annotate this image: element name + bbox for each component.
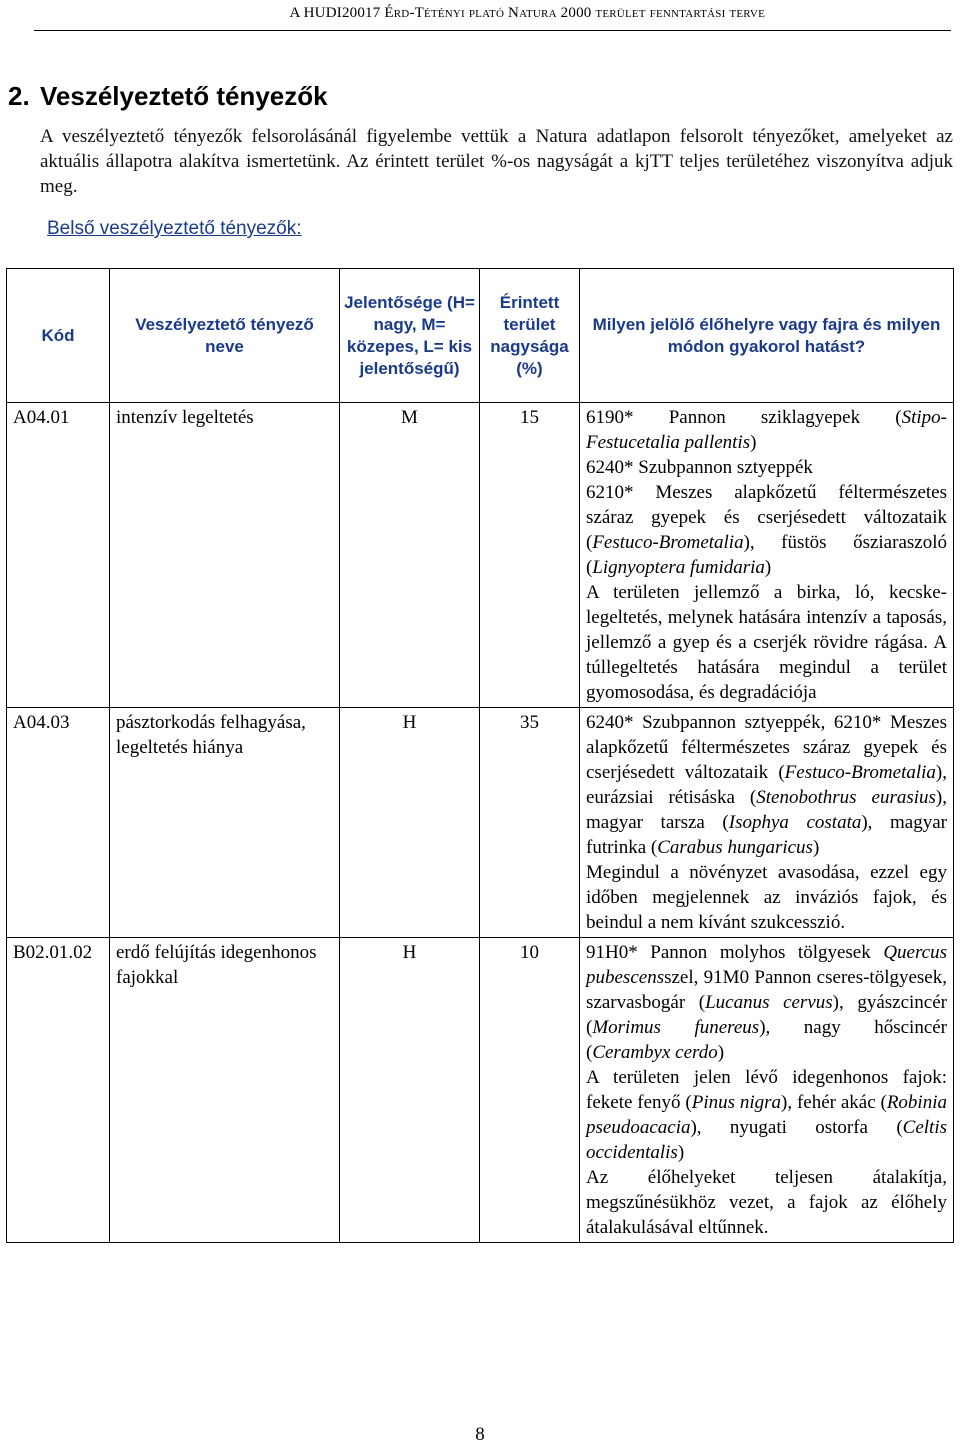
section-number: 2. — [8, 81, 30, 111]
species-name: Lucanus cervus — [705, 992, 833, 1013]
cell-area: 10 — [480, 938, 580, 1243]
species-name: Festuco-Brometalia — [784, 762, 936, 783]
cell-code: A04.03 — [7, 708, 110, 938]
effect-paragraph — [586, 405, 947, 455]
species-name: Celtis occidentalis — [586, 1117, 947, 1163]
effect-text: 6190* Pannon sziklagyepek ( — [586, 407, 902, 428]
cell-significance: H — [340, 708, 480, 938]
effect-paragraph — [586, 1165, 947, 1240]
section-title — [8, 80, 328, 112]
header-significance: Jelentősége (H= nagy, M= közepes, L= kis jelentőségű) — [340, 269, 480, 403]
intro-paragraph: A veszélyeztető tényezők felsorolásánál figyelembe vettük a Natura adatlapon felsorolt tényezőket, amelyeket az aktuális állapotra alakítva ismertetünk. Az érintett terület %-os nagyságát a kjTT teljes területéhez viszonyítva adjuk meg. — [40, 126, 953, 197]
header-rule — [34, 30, 951, 31]
header-effect: Milyen jelölő élőhelyre vagy fajra és milyen módon gyakorol hatást? — [580, 269, 954, 403]
effect-text: szel, 91M0 Pannon cseres-tölgyesek, szarvasbogár ( — [586, 967, 947, 1013]
species-name: Robinia pseudoacacia — [586, 1092, 947, 1138]
effect-paragraph — [586, 1065, 947, 1165]
header-name: Veszélyeztető tényező neve — [110, 269, 340, 403]
effect-text: ) — [717, 1042, 725, 1063]
species-name: Isophya costata — [728, 812, 862, 833]
effect-text: A területen jellemző a birka, ló, kecske-legeltetés, melynek hatására intenzív a taposás, jellemző a gyep és a cserjék rövidre rágása. A túllegeltetés hatására megindul a terület gyomosodása, és degradációja — [586, 582, 947, 703]
effect-paragraph — [586, 580, 947, 705]
effect-paragraph — [586, 480, 947, 580]
effect-text: ) — [750, 432, 757, 453]
cell-code: A04.01 — [7, 403, 110, 708]
effect-text: ) — [764, 557, 772, 578]
effect-text: ), fehér akác ( — [781, 1092, 887, 1113]
effect-text: 6240* Szubpannon sztyeppék, 6210* Meszes alapkőzetű féltermészetes száraz gyepek és cserjésedett változataik ( — [586, 712, 947, 783]
cell-significance: M — [340, 403, 480, 708]
page-number: 8 — [475, 1424, 485, 1445]
effect-text: Az élőhelyeket teljesen átalakítja, megszűnésükhöz vezet, a fajok az élőhely átalakulásával eltűnnek. — [586, 1167, 947, 1238]
effect-text: ), gyászcincér ( — [586, 992, 947, 1038]
species-name: Stipo-Festucetalia pallentis — [586, 407, 947, 453]
effect-text: ) — [677, 1142, 685, 1163]
species-name: Morimus funereus — [592, 1017, 760, 1038]
subheading: Belső veszélyeztető tényezők: — [47, 218, 302, 239]
effect-text: Megindul a növényzet avasodása, ezzel egy időben megjelennek az inváziós fajok, és beindul a nem kívánt szukcesszió. — [586, 862, 947, 933]
effect-text: 91H0* Pannon molyhos tölgyesek — [586, 942, 884, 963]
effect-text: ), füstös ősziaraszoló ( — [586, 532, 947, 578]
effect-text: ), nyugati ostorfa ( — [690, 1117, 903, 1138]
effect-text: 6210* Meszes alapkőzetű féltermészetes száraz gyepek és cserjésedett változataik ( — [586, 482, 947, 553]
species-name: Festuco-Brometalia — [592, 532, 744, 553]
species-name: Quercus pubescens — [586, 942, 947, 988]
cell-name: pásztorkodás felhagyása, legeltetés hiánya — [110, 708, 340, 938]
cell-name: erdő felújítás idegenhonos fajokkal — [110, 938, 340, 1243]
section-title-text: Veszélyeztető tényezők — [40, 81, 328, 111]
table-row — [7, 708, 954, 938]
effect-text: ), nagy hőscincér ( — [586, 1017, 948, 1063]
species-name: Lignyoptera fumidaria — [592, 557, 765, 578]
species-name: Stenobothrus eurasius — [756, 787, 936, 808]
threats-table — [6, 268, 954, 1243]
species-name: Cerambyx cerdo — [592, 1042, 718, 1063]
effect-text: ), magyar futrinka ( — [586, 812, 947, 858]
species-name: Pinus nigra — [691, 1092, 782, 1113]
effect-text: A területen jelen lévő idegenhonos fajok: fekete fenyő ( — [586, 1067, 947, 1113]
cell-name: intenzív legeltetés — [110, 403, 340, 708]
effect-paragraph — [586, 860, 947, 935]
running-header — [0, 5, 765, 22]
table-header-row — [7, 269, 954, 403]
cell-area: 35 — [480, 708, 580, 938]
effect-paragraph — [586, 710, 947, 860]
effect-text: 6240* Szubpannon sztyeppék — [586, 457, 813, 478]
header-code: Kód — [7, 269, 110, 403]
species-name: Carabus hungaricus — [657, 837, 813, 858]
cell-effect — [580, 938, 954, 1243]
cell-effect — [580, 708, 954, 938]
cell-effect — [580, 403, 954, 708]
effect-paragraph — [586, 455, 947, 480]
effect-text: ) — [812, 837, 820, 858]
cell-code: B02.01.02 — [7, 938, 110, 1243]
effect-paragraph — [586, 940, 947, 1065]
effect-text: ), eurázsiai rétisáska ( — [586, 762, 947, 808]
table-row — [7, 938, 954, 1243]
cell-area: 15 — [480, 403, 580, 708]
table-row — [7, 403, 954, 708]
header-area: Érintett terület nagysága (%) — [480, 269, 580, 403]
effect-text: ), magyar tarsza ( — [586, 787, 947, 833]
running-header-text: A HUDI20017 Érd-Tétényi plató Natura 2000 terület fenntartási terve — [289, 5, 765, 21]
cell-significance: H — [340, 938, 480, 1243]
